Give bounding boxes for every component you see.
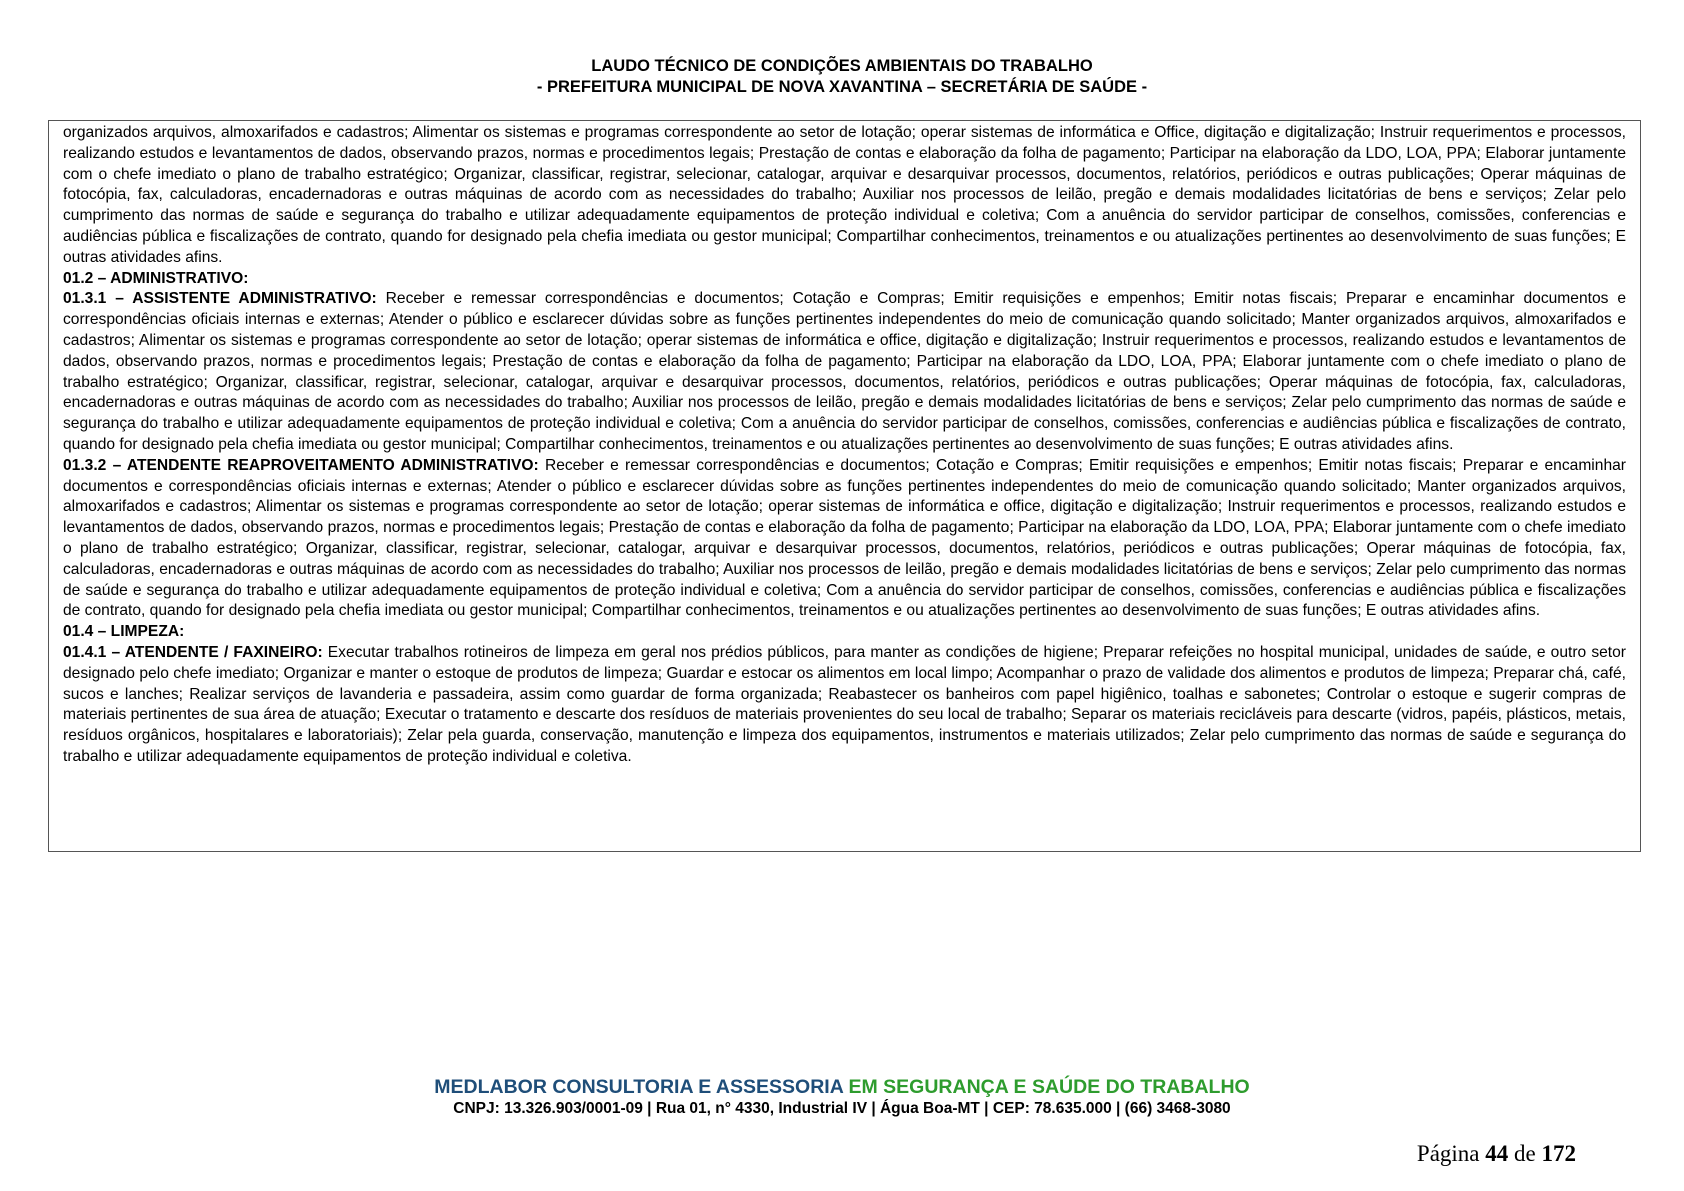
footer-address: CNPJ: 13.326.903/0001-09 | Rua 01, n° 4330, Industrial IV | Água Boa-MT | CEP: 78.635.000 | (66) 3468-3080 bbox=[453, 1100, 1231, 1117]
continuation-paragraph: organizados arquivos, almoxarifados e cadastros; Alimentar os sistemas e programas correspondente ao setor de lotação; operar sistemas de informática e Office, digitação e digitalização; Instruir requerimentos e processos, realizando estudos e levantamentos de dados, observando prazos, normas e procedimentos legais; Prestação de contas e elaboração da folha de pagamento; Participar na elaboração da LDO, LOA, PPA; Elaborar juntamente com o chefe imediato o plano de trabalho estratégico; Organizar, classificar, registrar, selecionar, catalogar, arquivar e desarquivar processos, documentos, relatórios, periódicos e outras publicações; Operar máquinas de fotocópia, fax, calculadoras, encadernadoras e outras máquinas de acordo com as necessidades do trabalho; Auxiliar nos processos de leilão, pregão e demais modalidades licitatórias de bens e serviços; Zelar pelo cumprimento das normas de saúde e segurança do trabalho e utilizar adequadamente equipamentos de proteção individual e coletiva; Com a anuência do servidor participar de conselhos, comissões, conferencias e audiências pública e fiscalizações de contrato, quando for designado pela chefia imediata ou gestor municipal; Compartilhar conhecimentos, treinamentos e ou atualizações pertinentes ao desenvolvimento de suas funções; E outras atividades afins. bbox=[63, 124, 1626, 266]
role-title: 01.3.1 – ASSISTENTE ADMINISTRATIVO: bbox=[63, 290, 377, 308]
role-atendente-reaproveitamento bbox=[63, 456, 1626, 622]
footer-company bbox=[0, 1075, 1684, 1099]
page-current: 44 bbox=[1485, 1141, 1509, 1166]
page-number: Página 44 de 172 bbox=[1416, 1141, 1576, 1166]
role-title: 01.3.2 – ATENDENTE REAPROVEITAMENTO ADMINISTRATIVO: bbox=[63, 456, 539, 474]
role-description: Receber e remessar correspondências e documentos; Cotação e Compras; Emitir requisições e empenhos; Emitir notas fiscais; Preparar e encaminhar documentos e correspondências oficiais internas e externas; Atender o público e esclarecer dúvidas sobre as funções pertinentes independentes do meio de comunicação quando solicitado; Manter organizados arquivos, almoxarifados e cadastros; Alimentar os sistemas e programas correspondente ao setor de lotação; operar sistemas de informática e office, digitação e digitalização; Instruir requerimentos e processos, realizando estudos e levantamentos de dados, observando prazos, normas e procedimentos legais; Prestação de contas e elaboração da folha de pagamento; Participar na elaboração da LDO, LOA, PPA; Elaborar juntamente com o chefe imediato o plano de trabalho estratégico; Organizar, classificar, registrar, selecionar, catalogar, arquivar e desarquivar processos, documentos, relatórios, periódicos e outras publicações; Operar máquinas de fotocópia, fax, calculadoras, encadernadoras e outras máquinas de acordo com as necessidades do trabalho; Auxiliar nos processos de leilão, pregão e demais modalidades licitatórias de bens e serviços; Zelar pelo cumprimento das normas de saúde e segurança do trabalho e utilizar adequadamente equipamentos de proteção individual e coletiva; Com a anuência do servidor participar de conselhos, comissões, conferencias e audiências pública e fiscalizações de contrato, quando for designado pela chefia imediata ou gestor municipal; Compartilhar conhecimentos, treinamentos e ou atualizações pertinentes ao desenvolvimento de suas funções; E outras atividades afins. bbox=[63, 456, 1626, 620]
company-tagline: EM SEGURANÇA E SAÚDE DO TRABALHO bbox=[848, 1076, 1250, 1098]
document-subtitle: - PREFEITURA MUNICIPAL DE NOVA XAVANTINA – SECRETÁRIA DE SAÚDE - bbox=[536, 78, 1148, 96]
role-title: 01.4.1 – ATENDENTE / FAXINEIRO: bbox=[63, 643, 323, 661]
company-name: MEDLABOR CONSULTORIA E ASSESSORIA bbox=[434, 1076, 844, 1098]
section-heading-administrativo: 01.2 – ADMINISTRATIVO: bbox=[63, 269, 249, 287]
role-atendente-faxineiro bbox=[63, 643, 1626, 768]
section-heading-limpeza: 01.4 – LIMPEZA: bbox=[63, 623, 185, 641]
role-assistente-administrativo bbox=[63, 289, 1626, 455]
document-title: LAUDO TÉCNICO DE CONDIÇÕES AMBIENTAIS DO TRABALHO bbox=[591, 57, 1093, 75]
role-description: Executar trabalhos rotineiros de limpeza em geral nos prédios públicos, para manter as condições de higiene; Preparar refeições no hospital municipal, unidades de saúde, e outro setor designado pelo chefe imediato; Organizar e manter o estoque de produtos de limpeza; Guardar e estocar os alimentos em local limpo; Acompanhar o prazo de validade dos alimentos e produtos de limpeza; Preparar chá, café, sucos e lanches; Realizar serviços de lavanderia e passadeira, assim como guardar de forma organizada; Reabastecer os banheiros com papel higiênico, toalhas e sabonetes; Controlar o estoque e sugerir compras de materiais pertinentes de sua área de atuação; Executar o tratamento e descarte dos resíduos de materiais provenientes do seu local de trabalho; Separar os materiais recicláveis para descarte (vidros, papéis, plásticos, metais, resíduos orgânicos, hospitalares e laboratoriais); Zelar pela guarda, conservação, manutenção e limpeza dos equipamentos, instrumentos e materiais utilizados; Zelar pelo cumprimento das normas de saúde e segurança do trabalho e utilizar adequadamente equipamentos de proteção individual e coletiva. bbox=[63, 643, 1626, 765]
role-description: Receber e remessar correspondências e documentos; Cotação e Compras; Emitir requisições e empenhos; Emitir notas fiscais; Preparar e encaminhar documentos e correspondências oficiais internas e externas; Atender o público e esclarecer dúvidas sobre as funções pertinentes independentes do meio de comunicação quando solicitado; Manter organizados arquivos, almoxarifados e cadastros; Alimentar os sistemas e programas correspondente ao setor de lotação; operar sistemas de informática e office, digitação e digitalização; Instruir requerimentos e processos, realizando estudos e levantamentos de dados, observando prazos, normas e procedimentos legais; Prestação de contas e elaboração da folha de pagamento; Participar na elaboração da LDO, LOA, PPA; Elaborar juntamente com o chefe imediato o plano de trabalho estratégico; Organizar, classificar, registrar, selecionar, catalogar, arquivar e desarquivar processos, documentos, relatórios, periódicos e outras publicações; Operar máquinas de fotocópia, fax, calculadoras, encadernadoras e outras máquinas de acordo com as necessidades do trabalho; Auxiliar nos processos de leilão, pregão e demais modalidades licitatórias de bens e serviços; Zelar pelo cumprimento das normas de saúde e segurança do trabalho e utilizar adequadamente equipamentos de proteção individual e coletiva; Com a anuência do servidor participar de conselhos, comissões, conferencias e audiências pública e fiscalizações de contrato, quando for designado pela chefia imediata ou gestor municipal; Compartilhar conhecimentos, treinamentos e ou atualizações pertinentes ao desenvolvimento de suas funções; E outras atividades afins. bbox=[63, 290, 1626, 453]
page-header bbox=[0, 56, 1684, 98]
content-box bbox=[48, 120, 1641, 852]
page-total: 172 bbox=[1541, 1141, 1576, 1166]
